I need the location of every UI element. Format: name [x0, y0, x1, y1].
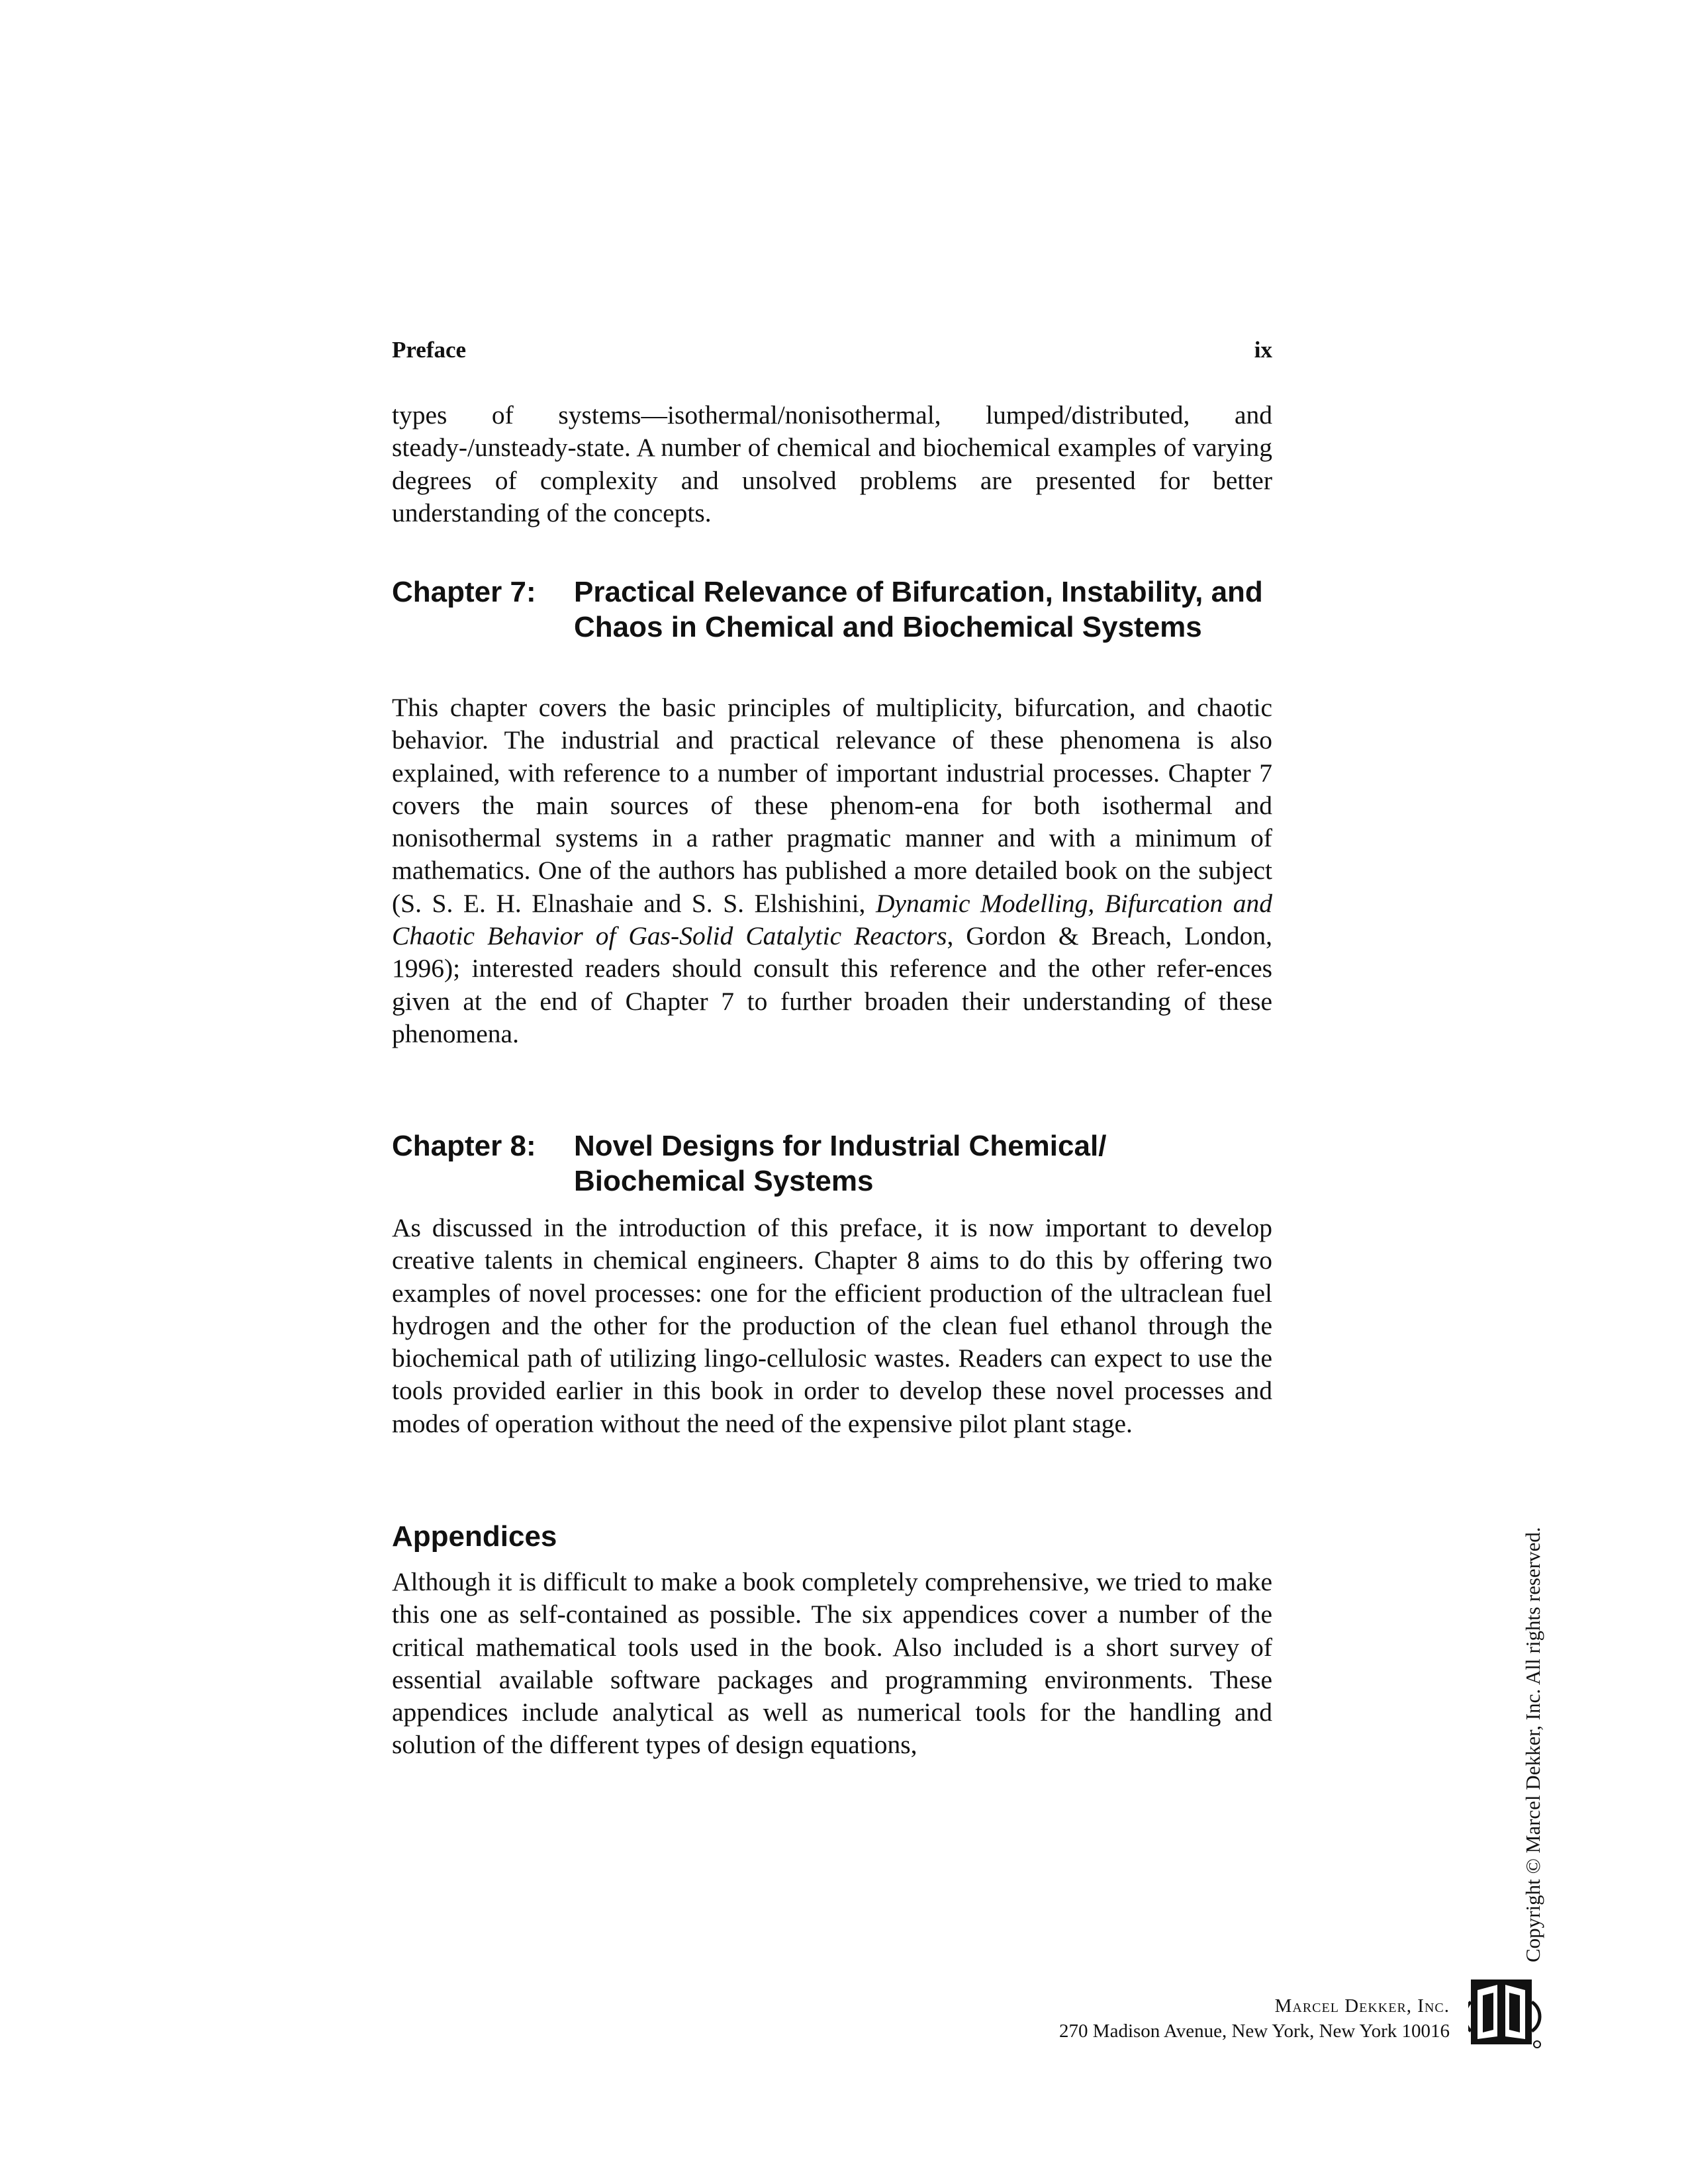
- copyright-text: Copyright © Marcel Dekker, Inc. All rights reserved.: [1521, 1527, 1544, 1962]
- chapter-7-paragraph: [392, 692, 1272, 1050]
- intro-paragraph: types of systems—isothermal/nonisothermal, lumped/distributed, and steady-/unsteady-state. A number of chemical and biochemical examples of varying degrees of complexity and unsolved problems are presented for better understanding of the concepts.: [392, 400, 1272, 527]
- publisher-address: 270 Madison Avenue, New York, New York 10016: [1059, 2021, 1450, 2042]
- chapter-8-heading: [392, 1128, 1272, 1199]
- chapter-7-paragraph-part-2: , Gordon & Breach, London, 1996); interested readers should consult this reference and the other refer-ences given at the end of Chapter 7 to further broaden their understanding of these phenomena.: [392, 921, 1272, 1048]
- appendices-heading: [392, 1519, 1272, 1554]
- appendices-paragraph: Although it is difficult to make a book completely comprehensive, we tried to make this one as self-contained as possible. The six appendices cover a number of the critical mathematical tools used in the book. Also included is a short survey of essential available software packages and programming environments. These appendices include analytical as well as numerical tools for the handling and solution of the different types of design equations,: [392, 1567, 1272, 1760]
- chapter-7-title: Practical Relevance of Bifurcation, Instability, and Chaos in Chemical and Biochemical Systems: [574, 576, 1263, 643]
- cited-book-title: Dynamic Modelling, Bifurcation and Chaotic Behavior of Gas-Solid Catalytic Reactors: [392, 888, 1272, 951]
- chapter-8-paragraph: As discussed in the introduction of this preface, it is now important to develop creative talents in chemical engineers. Chapter 8 aims to do this by offering two examples of novel processes: one for the efficient production of the ultraclean fuel hydrogen and the other for the production of the clean fuel ethanol through the biochemical path of utilizing lingo-cellulosic wastes. Readers can expect to use the tools provided earlier in this book in order to develop these novel processes and modes of operation without the need of the expensive pilot plant stage.: [392, 1213, 1272, 1438]
- publisher-name: Marcel Dekker, Inc.: [1274, 1995, 1450, 2017]
- chapter-7-paragraph-part-1: This chapter covers the basic principles of multiplicity, bifurcation, and chaotic behavior. The industrial and practical relevance of these phenomena is also explained, with reference to a number of important industrial processes. Chapter 7 covers the main sources of these phenom-ena for both isothermal and nonisothermal systems in a rather pragmatic manner and with a minimum of mathematics. One of the authors has published a more detailed book on the subject (S. S. E. H. Elnashaie and S. S. Elshishini,: [392, 693, 1272, 918]
- appendices-heading-text: Appendices: [392, 1520, 557, 1553]
- chapter-8-label: Chapter 8:: [392, 1130, 536, 1162]
- publisher-logo-icon: [1468, 1976, 1542, 2050]
- running-header-section: Preface: [392, 337, 467, 363]
- chapter-7-heading: [392, 574, 1272, 645]
- chapter-8-title: Novel Designs for Industrial Chemical/ Biochemical Systems: [574, 1130, 1107, 1197]
- publisher-imprint: [1059, 1993, 1450, 2044]
- page-number: ix: [1254, 337, 1272, 363]
- chapter-7-label: Chapter 7:: [392, 576, 536, 608]
